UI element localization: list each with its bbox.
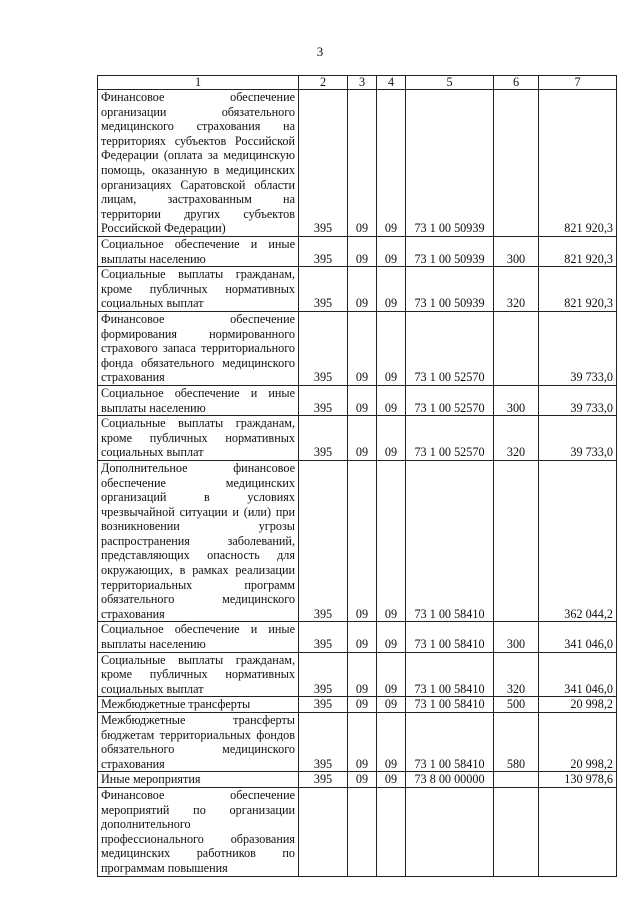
admin-code-cell: 395 — [299, 416, 348, 461]
table-row — [98, 416, 617, 461]
subsection-code-cell — [377, 787, 406, 876]
section-code-cell: 09 — [348, 772, 377, 788]
row-name-cell: Социальное обеспечение и иные выплаты населению — [98, 237, 299, 267]
section-code-cell: 09 — [348, 237, 377, 267]
admin-code-cell — [299, 787, 348, 876]
subsection-code-cell: 09 — [377, 267, 406, 312]
expense-type-cell: 320 — [494, 267, 539, 312]
col-header-3: 3 — [348, 76, 377, 90]
target-article-cell: 73 1 00 50939 — [406, 90, 494, 237]
table-row — [98, 311, 617, 385]
table-row — [98, 713, 617, 772]
expense-type-cell: 320 — [494, 416, 539, 461]
row-name-cell: Социальное обеспечение и иные выплаты населению — [98, 622, 299, 652]
section-code-cell: 09 — [348, 460, 377, 622]
amount-cell: 20 998,2 — [539, 697, 617, 713]
section-code-cell — [348, 787, 377, 876]
admin-code-cell: 395 — [299, 713, 348, 772]
amount-cell: 821 920,3 — [539, 237, 617, 267]
subsection-code-cell: 09 — [377, 622, 406, 652]
target-article-cell: 73 1 00 50939 — [406, 237, 494, 267]
expense-type-cell: 320 — [494, 652, 539, 697]
row-name-cell: Финансовое обеспечение мероприятий по организации дополнительного профессионального образования медицинских работников по программам повышения — [98, 787, 299, 876]
table-row — [98, 772, 617, 788]
amount-cell: 821 920,3 — [539, 267, 617, 312]
section-code-cell: 09 — [348, 697, 377, 713]
subsection-code-cell: 09 — [377, 460, 406, 622]
col-header-7: 7 — [539, 76, 617, 90]
admin-code-cell: 395 — [299, 90, 348, 237]
table-row — [98, 90, 617, 237]
row-name-cell: Финансовое обеспечение формирования нормированного страхового запаса территориального фонда обязательного медицинского страхования — [98, 311, 299, 385]
section-code-cell: 09 — [348, 713, 377, 772]
target-article-cell: 73 1 00 58410 — [406, 460, 494, 622]
col-header-5: 5 — [406, 76, 494, 90]
table-row — [98, 267, 617, 312]
admin-code-cell: 395 — [299, 697, 348, 713]
col-header-4: 4 — [377, 76, 406, 90]
table-row — [98, 460, 617, 622]
admin-code-cell: 395 — [299, 622, 348, 652]
subsection-code-cell: 09 — [377, 311, 406, 385]
amount-cell: 341 046,0 — [539, 622, 617, 652]
expense-type-cell: 500 — [494, 697, 539, 713]
subsection-code-cell: 09 — [377, 697, 406, 713]
row-name-cell: Межбюджетные трансферты — [98, 697, 299, 713]
expense-type-cell — [494, 90, 539, 237]
section-code-cell: 09 — [348, 385, 377, 415]
col-header-1: 1 — [98, 76, 299, 90]
expense-type-cell — [494, 772, 539, 788]
row-name-cell: Иные мероприятия — [98, 772, 299, 788]
section-code-cell: 09 — [348, 416, 377, 461]
amount-cell: 20 998,2 — [539, 713, 617, 772]
amount-cell: 130 978,6 — [539, 772, 617, 788]
table-row — [98, 237, 617, 267]
target-article-cell: 73 8 00 00000 — [406, 772, 494, 788]
subsection-code-cell: 09 — [377, 772, 406, 788]
amount-cell: 362 044,2 — [539, 460, 617, 622]
col-header-2: 2 — [299, 76, 348, 90]
row-name-cell: Социальные выплаты гражданам, кроме публичных нормативных социальных выплат — [98, 267, 299, 312]
amount-cell: 341 046,0 — [539, 652, 617, 697]
row-name-cell: Социальные выплаты гражданам, кроме публичных нормативных социальных выплат — [98, 416, 299, 461]
target-article-cell: 73 1 00 52570 — [406, 385, 494, 415]
row-name-cell: Финансовое обеспечение организации обязательного медицинского страхования на территориях субъектов Российской Федерации (оплата за медицинскую помощь, оказанную в медицинских организациях Саратовской области лицам, застрахованным на территории других субъектов Российской Федерации) — [98, 90, 299, 237]
header-row — [98, 76, 617, 90]
target-article-cell: 73 1 00 52570 — [406, 311, 494, 385]
subsection-code-cell: 09 — [377, 90, 406, 237]
page-number: 3 — [316, 44, 324, 59]
amount-cell: 39 733,0 — [539, 416, 617, 461]
section-code-cell: 09 — [348, 652, 377, 697]
row-name-cell: Дополнительное финансовое обеспечение медицинских организаций в условиях чрезвычайной ситуации и (или) при возникновении угрозы распространения заболеваний, представляющих опасность для окружающих, в рамках реализации территориальных программ обязательного медицинского страхования — [98, 460, 299, 622]
target-article-cell: 73 1 00 52570 — [406, 416, 494, 461]
admin-code-cell: 395 — [299, 652, 348, 697]
subsection-code-cell: 09 — [377, 416, 406, 461]
table-row — [98, 385, 617, 415]
expense-type-cell: 580 — [494, 713, 539, 772]
expense-type-cell: 300 — [494, 385, 539, 415]
row-name-cell: Социальные выплаты гражданам, кроме публичных нормативных социальных выплат — [98, 652, 299, 697]
row-name-cell: Социальное обеспечение и иные выплаты населению — [98, 385, 299, 415]
expense-type-cell — [494, 460, 539, 622]
row-name-cell: Межбюджетные трансферты бюджетам территориальных фондов обязательного медицинского страхования — [98, 713, 299, 772]
budget-table — [97, 75, 617, 877]
section-code-cell: 09 — [348, 267, 377, 312]
amount-cell: 39 733,0 — [539, 385, 617, 415]
target-article-cell: 73 1 00 58410 — [406, 697, 494, 713]
table-row — [98, 787, 617, 876]
target-article-cell — [406, 787, 494, 876]
amount-cell: 821 920,3 — [539, 90, 617, 237]
amount-cell: 39 733,0 — [539, 311, 617, 385]
admin-code-cell: 395 — [299, 772, 348, 788]
expense-type-cell — [494, 311, 539, 385]
target-article-cell: 73 1 00 50939 — [406, 267, 494, 312]
subsection-code-cell: 09 — [377, 652, 406, 697]
expense-type-cell — [494, 787, 539, 876]
target-article-cell: 73 1 00 58410 — [406, 622, 494, 652]
table-row — [98, 622, 617, 652]
subsection-code-cell: 09 — [377, 713, 406, 772]
admin-code-cell: 395 — [299, 237, 348, 267]
target-article-cell: 73 1 00 58410 — [406, 713, 494, 772]
expense-type-cell: 300 — [494, 622, 539, 652]
subsection-code-cell: 09 — [377, 237, 406, 267]
admin-code-cell: 395 — [299, 267, 348, 312]
table-row — [98, 697, 617, 713]
section-code-cell: 09 — [348, 311, 377, 385]
admin-code-cell: 395 — [299, 311, 348, 385]
section-code-cell: 09 — [348, 90, 377, 237]
amount-cell — [539, 787, 617, 876]
subsection-code-cell: 09 — [377, 385, 406, 415]
col-header-6: 6 — [494, 76, 539, 90]
admin-code-cell: 395 — [299, 385, 348, 415]
target-article-cell: 73 1 00 58410 — [406, 652, 494, 697]
section-code-cell: 09 — [348, 622, 377, 652]
table-row — [98, 652, 617, 697]
expense-type-cell: 300 — [494, 237, 539, 267]
admin-code-cell: 395 — [299, 460, 348, 622]
